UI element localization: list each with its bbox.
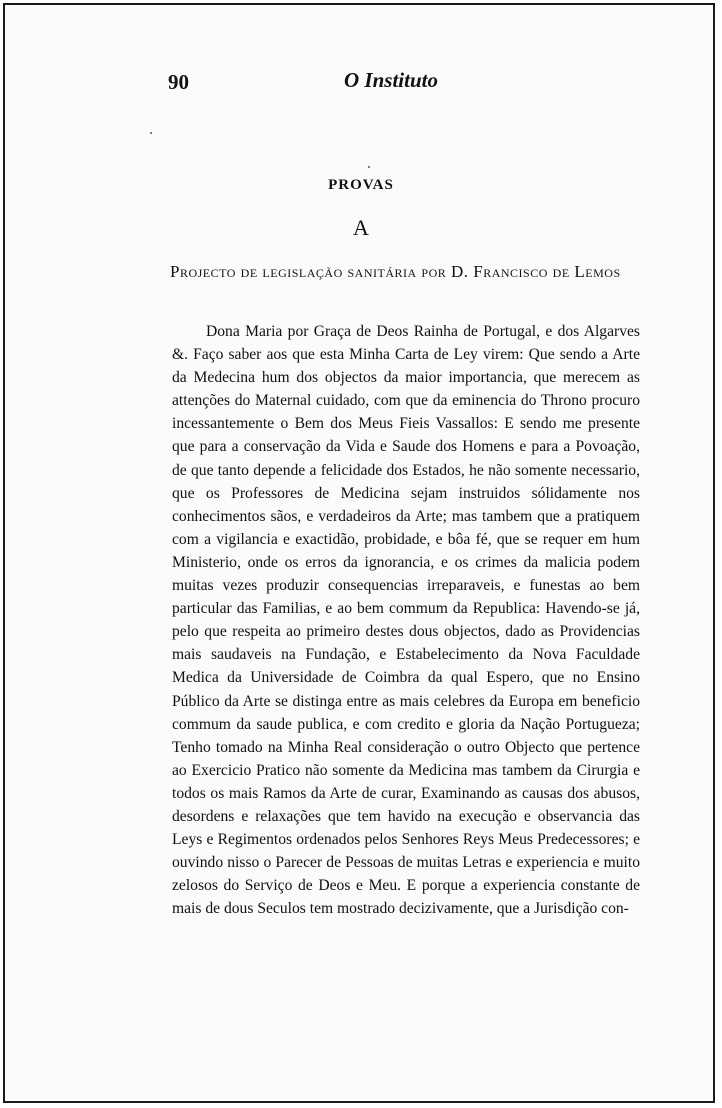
document-heading: Projecto de legislação sanitária por D. Francisco de Lemos xyxy=(170,262,621,281)
journal-title: O Instituto xyxy=(344,68,438,92)
section-letter: A xyxy=(353,215,369,240)
page-number: 90 xyxy=(168,70,189,94)
body-paragraph: Dona Maria por Graça de Deos Rainha de Portugal, e dos Algarves &. Faço saber aos que esta Minha Carta de Ley virem: Que sendo a Arte da Medecina hum dos objectos da maior importancia, que merecem as attenções do Maternal cuidado, com que da eminencia do Throno procuro incessantemente o Bem dos Meus Fieis Vassallos: E sendo me presente que para a conservação da Vida e Saude dos Homens e para a Povoação, de que tanto depende a felicidade dos Estados, he não somente necessario, que os Professores de Medicina sejam instruidos sólidamente nos conhecimentos sãos, e verdadeiros da Arte; mas tambem que a pratiquem com a vigilancia e exactidão, probidade, e bôa fé, que se requer em hum Ministerio, onde os erros da ignorancia, e os crimes da malicia podem muitas vezes produzir consequencias irreparaveis, e funestas ao bem particular das Familias, e ao bem commum da Republica: Havendo-se já, pelo que respeita ao primeiro destes dous objectos, dado as Providencias mais saudaveis na Fundação, e Estabelecimento da Nova Faculdade Medica da Universidade de Coimbra da qual Espero, que no Ensino Público da Arte se distinga entre as mais celebres da Europa em beneficio commum da saude publica, e com credito e gloria da Nação Portugueza; Tenho tomado na Minha Real consideração o outro Objecto que pertence ao Exercicio Pratico não somente da Medicina mas tambem da Cirurgia e todos os mais Ramos da Arte de curar, Examinando as causas dos abusos, desordens e relaxações que tem havido na execução e observancia das Leys e Regimentos ordenados pelos Senhores Reys Meus Predecessores; e ouvindo nisso o Parecer de Pessoas de muitas Letras e experiencia e muito zelosos do Serviço de Deos e Meu. E porque a experiencia constante de mais de dous Seculos tem mostrado decizivamente, que a Jurisdição con- xyxy=(172,323,640,918)
print-speck xyxy=(150,132,152,134)
section-title: PROVAS xyxy=(328,177,394,193)
running-head xyxy=(0,68,722,93)
print-speck xyxy=(368,166,370,168)
